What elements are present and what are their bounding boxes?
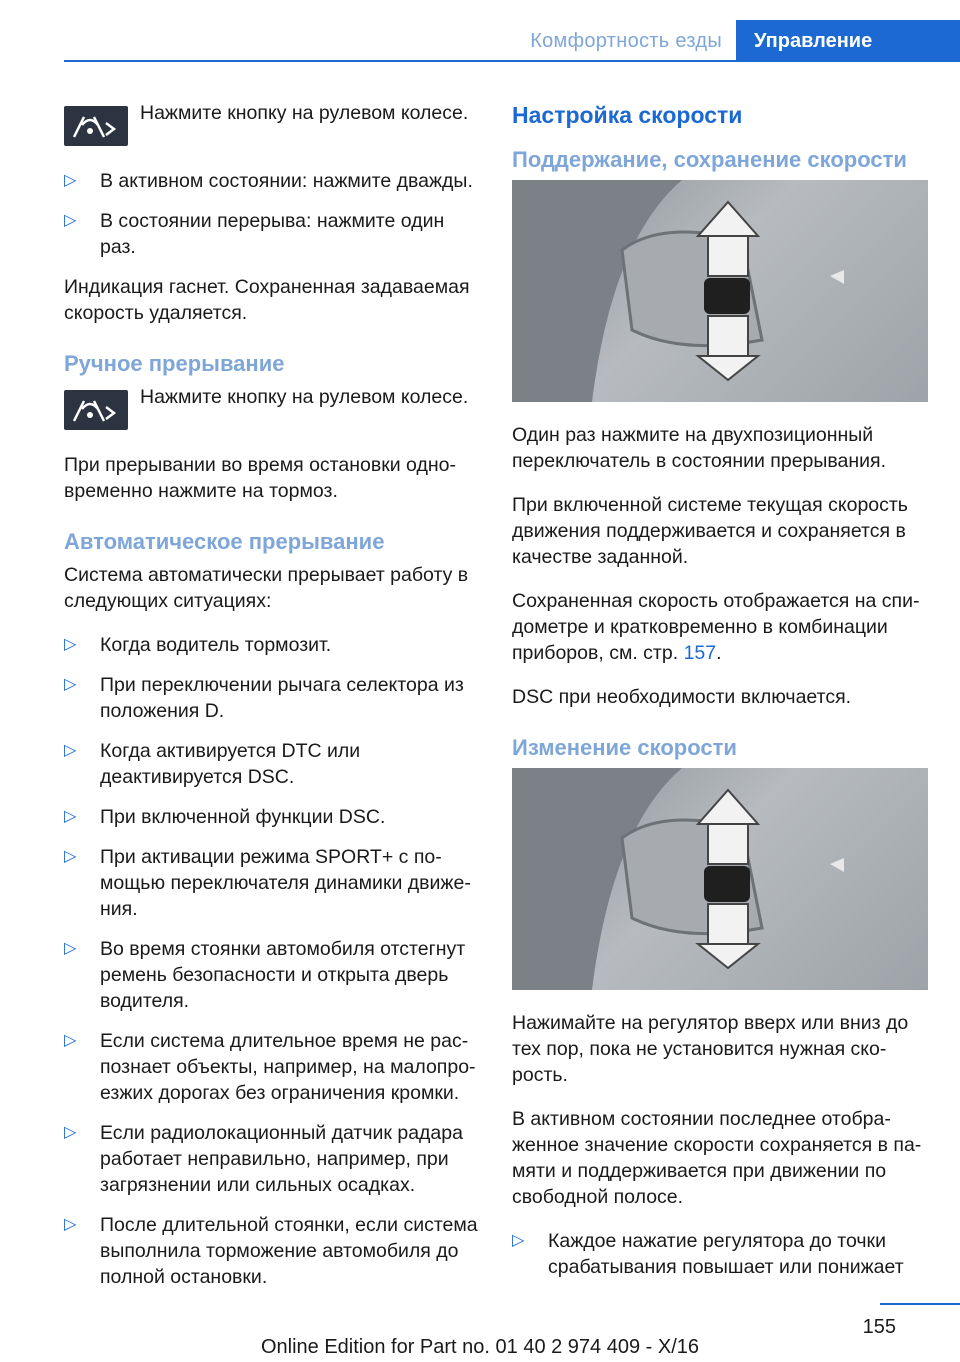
right-column <box>512 100 926 1294</box>
steering-wheel-rocker-photo <box>512 768 928 990</box>
paragraph: В активном состоянии последнее отображенное значение скорости сохраняется в памяти и поддерживается при движении по свободной полосе. <box>512 1108 922 1208</box>
paragraph: Сохраненная скорость отображается на спидометре и кратковременно в комбинации приборов, см. стр. 157. <box>512 590 920 664</box>
heading-maintain-speed: Поддержание, сохранение скорости <box>512 147 907 172</box>
cruise-control-icon <box>64 106 128 146</box>
triangle-bullet-icon: ▷ <box>64 808 77 825</box>
heading-auto-interrupt: Автоматическое прерывание <box>64 529 385 554</box>
list-item: ▷ Когда водитель тормозит. <box>64 634 332 656</box>
list-item: ▷ Если система длительное время не распознает объекты, например, на малопроезжих дорогах без ограничения кромки. <box>64 1030 476 1104</box>
list-item: ▷ Каждое нажатие регулятора до точки срабатывания повышает или понижает <box>512 1230 904 1278</box>
chapter-tab: Управление <box>736 20 960 62</box>
page-number: 155 <box>862 1316 896 1338</box>
triangle-bullet-icon: ▷ <box>64 848 77 865</box>
cruise-control-icon <box>64 390 128 430</box>
icon-instruction-2 <box>64 384 478 430</box>
section-title: Комфортность езды <box>530 30 722 52</box>
triangle-bullet-icon: ▷ <box>64 940 77 957</box>
icon-instruction-text: Нажмите кнопку на рулевом колесе. <box>140 386 469 408</box>
list-item: ▷ При активации режима SPORT+ с помощью переключателя динамики движения. <box>64 846 471 920</box>
list-item: ▷ Во время стоянки автомобиля отстегнут ремень безопасности и открыта дверь водителя. <box>64 938 466 1012</box>
triangle-bullet-icon: ▷ <box>64 742 77 759</box>
header-rule <box>64 60 960 62</box>
triangle-bullet-icon: ▷ <box>64 172 77 189</box>
triangle-bullet-icon: ▷ <box>64 1124 77 1141</box>
bullet-list-2 <box>64 632 478 1290</box>
paragraph: Один раз нажмите на двухпозиционный переключатель в состоянии прерывания. <box>512 424 887 472</box>
left-column <box>64 100 478 1304</box>
list-item: ▷ Если радиолокационный датчик радара работает неправильно, например, при загрязнении или сильных осадках. <box>64 1122 463 1196</box>
triangle-bullet-icon: ▷ <box>512 1232 525 1249</box>
paragraph: При прерывании во время остановки одновременно нажмите на тормоз. <box>64 454 456 502</box>
page-header <box>0 0 960 62</box>
icon-instruction-1 <box>64 100 478 146</box>
bullet-list-3 <box>512 1228 926 1280</box>
paragraph: Индикация гаснет. Сохраненная задаваемая скорость удаляется. <box>64 276 470 324</box>
triangle-bullet-icon: ▷ <box>64 636 77 653</box>
triangle-bullet-icon: ▷ <box>64 212 77 229</box>
paragraph: Система автоматически прерывает работу в следующих ситуациях: <box>64 564 469 612</box>
page-reference-link[interactable]: 157 <box>683 642 717 664</box>
online-edition-note: Online Edition for Part no. 01 40 2 974 409 - X/16 <box>260 1336 700 1358</box>
icon-instruction-text: Нажмите кнопку на рулевом колесе. <box>140 102 469 124</box>
list-item: ▷ Когда активируется DTC или деактивируется DSC. <box>64 740 361 788</box>
paragraph: Нажимайте на регулятор вверх или вниз до тех пор, пока не установится нужная скорость. <box>512 1012 909 1086</box>
heading-manual-interrupt: Ручное прерывание <box>64 351 285 376</box>
paragraph: DSC при необходимости включается. <box>512 686 852 708</box>
footer-rule <box>880 1303 960 1305</box>
steering-wheel-rocker-photo <box>512 180 928 402</box>
list-item: ▷ В состоянии перерыва: нажмите один раз. <box>64 210 445 258</box>
paragraph: При включенной системе текущая скорость движения поддерживается и сохраняется в качестве заданной. <box>512 494 908 568</box>
list-item: ▷ При включенной функции DSC. <box>64 806 386 828</box>
list-item: ▷ После длительной стоянки, если система выполнила торможение автомобиля до полной остановки. <box>64 1214 478 1288</box>
bullet-list-1 <box>64 168 478 260</box>
list-item: ▷ В активном состоянии: нажмите дважды. <box>64 170 473 192</box>
list-item: ▷ При переключении рычага селектора из положения D. <box>64 674 464 722</box>
triangle-bullet-icon: ▷ <box>64 1032 77 1049</box>
heading-speed-setting: Настройка скорости <box>512 102 743 128</box>
triangle-bullet-icon: ▷ <box>64 1216 77 1233</box>
heading-change-speed: Изменение скорости <box>512 735 737 760</box>
triangle-bullet-icon: ▷ <box>64 676 77 693</box>
